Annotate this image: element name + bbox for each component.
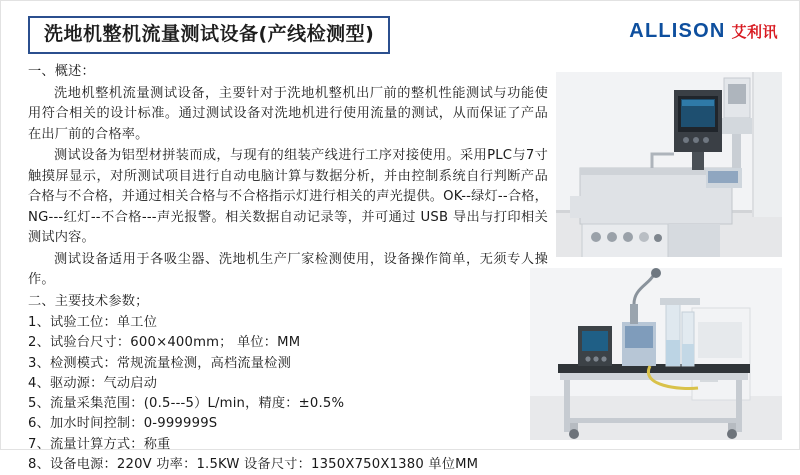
paragraph-overview-1: 洗地机整机流量测试设备，主要针对于洗地机整机出厂前的整机性能测试与功能使用符合相关的设计标准。通过测试设备对洗地机进行使用流量的测试，从而保证了产品在出厂前的合格率。 <box>28 85 548 142</box>
equipment-photo-bottom <box>530 268 782 440</box>
paragraph-overview-2: 测试设备为铝型材拼装而成，与现有的组装产线进行工序对接使用。采用PLC与7寸触摸屏显示，对所测试项目进行自动电脑计算与数据分析，并由控制系统自行判断产品合格与不合格，并通过相关合格与不合格指示灯进行相关的声光提供。OK--绿灯--合格，NG---红灯--不合格---声光报警。相关数据自动记录等，并可通过 USB 导出与打印相关测试内容。 <box>28 148 548 245</box>
brand-logo <box>629 20 778 43</box>
spec-item-3: 3、检测模式：常规流量检测，高档流量检测 <box>28 355 291 371</box>
equipment-photo-top <box>556 72 782 257</box>
brand-chinese-name: 艾利讯 <box>731 23 778 41</box>
spec-item-4: 4、驱动源：气动启动 <box>28 375 158 391</box>
spec-item-6: 6、加水时间控制：0-999999S <box>28 416 218 432</box>
slide-header <box>0 0 800 58</box>
spec-item-5: 5、流量采集范围：(0.5---5）L/min，精度：±0.5% <box>28 396 345 412</box>
page-title-box <box>28 16 390 54</box>
document-body <box>28 62 548 475</box>
section-1-heading: 一、概述： <box>28 64 95 79</box>
spec-item-8: 8、设备电源：220V 功率：1.5KW 设备尺寸：1350X750X1380 单位MM <box>28 457 479 473</box>
spec-item-7: 7、流量计算方式：称重 <box>28 436 171 452</box>
paragraph-overview-3: 测试设备适用于各吸尘器、洗地机生产厂家检测使用，设备操作简单，无须专人操作。 <box>28 251 548 287</box>
spec-item-1: 1、试验工位：单工位 <box>28 315 158 330</box>
section-2-heading: 二、主要技术参数； <box>28 293 149 309</box>
brand-latin-name: ALLISON <box>629 20 726 42</box>
page-title: 洗地机整机流量测试设备(产线检测型) <box>44 23 375 45</box>
spec-item-2: 2、试验台尺寸：600×400mm； 单位：MM <box>28 335 301 351</box>
